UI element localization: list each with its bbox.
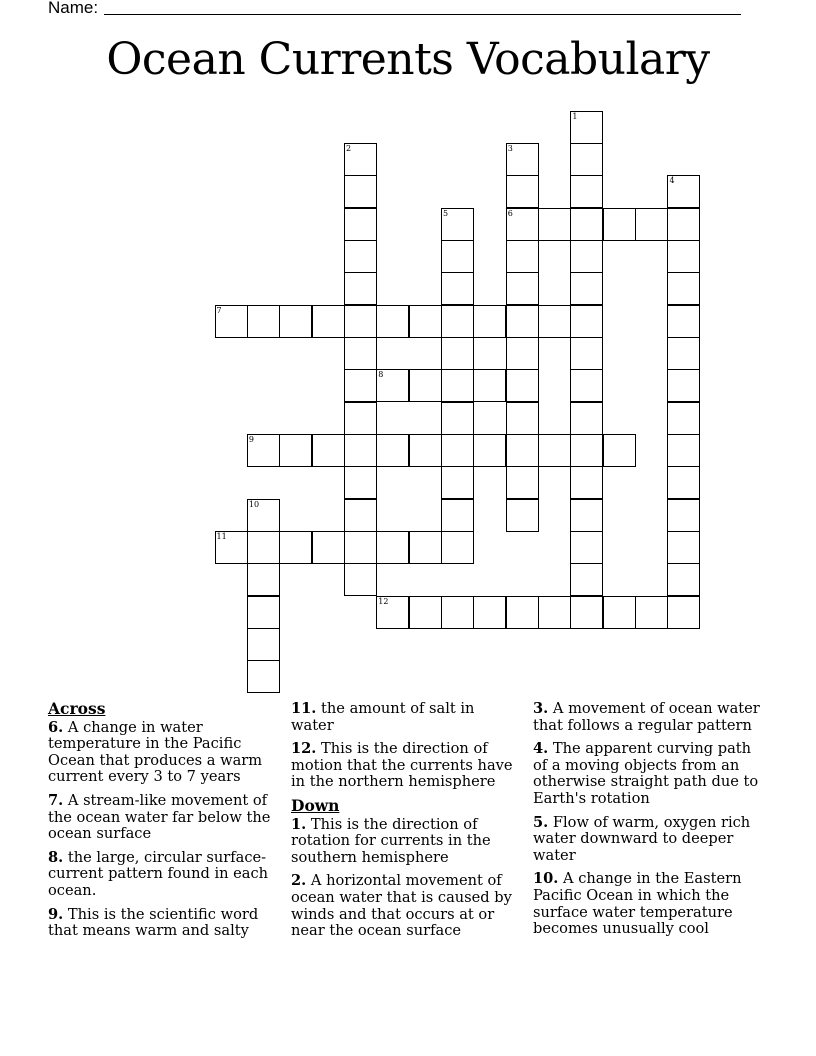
across-heading: Across [48, 699, 106, 718]
clue-column-3 [533, 701, 768, 945]
crossword-cell[interactable] [506, 272, 539, 305]
crossword-cell[interactable] [570, 240, 603, 273]
crossword-cell[interactable] [441, 240, 474, 273]
crossword-cell[interactable] [667, 175, 700, 208]
crossword-cell[interactable] [344, 369, 377, 402]
crossword-cell[interactable] [409, 434, 442, 467]
crossword-cell[interactable] [279, 531, 312, 564]
crossword-cell[interactable] [603, 208, 636, 241]
crossword-cell[interactable] [506, 208, 539, 241]
crossword-cell[interactable] [312, 305, 345, 338]
crossword-cell[interactable] [506, 402, 539, 435]
crossword-cell[interactable] [538, 596, 571, 629]
crossword-cell[interactable] [441, 499, 474, 532]
clue-column-1 [48, 701, 276, 947]
clue-down-4: 4. The apparent curving path of a moving objects from an otherwise straight path due to Earth's rotation [533, 740, 759, 807]
crossword-cell[interactable] [538, 305, 571, 338]
clue-across-7: 7. A stream-like movement of the ocean water far below the ocean surface [48, 791, 271, 843]
crossword-cell[interactable] [376, 305, 409, 338]
crossword-cell[interactable] [247, 596, 280, 629]
crossword-cell[interactable] [538, 208, 571, 241]
crossword-cell[interactable] [344, 240, 377, 273]
crossword-cell[interactable] [603, 596, 636, 629]
down-heading: Down [291, 795, 340, 815]
crossword-cell[interactable] [344, 175, 377, 208]
crossword-cell[interactable] [570, 111, 603, 144]
crossword-cell[interactable] [376, 434, 409, 467]
crossword-cell[interactable] [667, 272, 700, 305]
crossword-cell[interactable] [441, 369, 474, 402]
crossword-cell[interactable] [376, 369, 409, 402]
crossword-cell[interactable] [667, 337, 700, 370]
crossword-cell[interactable] [441, 305, 474, 338]
crossword-cell[interactable] [570, 208, 603, 241]
crossword-cell[interactable] [344, 402, 377, 435]
crossword-cell[interactable] [667, 531, 700, 564]
crossword-cell[interactable] [441, 596, 474, 629]
crossword-cell[interactable] [441, 272, 474, 305]
crossword-cell[interactable] [667, 402, 700, 435]
page-title: Ocean Currents Vocabulary [106, 34, 710, 85]
crossword-cell[interactable] [344, 499, 377, 532]
crossword-cell[interactable] [570, 563, 603, 596]
clue-column-2 [291, 701, 519, 947]
crossword-cell[interactable] [667, 434, 700, 467]
crossword-cell[interactable] [667, 499, 700, 532]
crossword-cell[interactable] [667, 240, 700, 273]
crossword-cell[interactable] [506, 499, 539, 532]
crossword-cell[interactable] [506, 240, 539, 273]
crossword-cell[interactable] [570, 143, 603, 176]
crossword-cell[interactable] [506, 305, 539, 338]
crossword-cell[interactable] [247, 628, 280, 661]
crossword-cell[interactable] [215, 531, 248, 564]
crossword-cell[interactable] [409, 369, 442, 402]
crossword-cell[interactable] [506, 466, 539, 499]
crossword-cell[interactable] [570, 337, 603, 370]
crossword-cell[interactable] [667, 563, 700, 596]
crossword-cell[interactable] [441, 466, 474, 499]
crossword-cell[interactable] [506, 369, 539, 402]
crossword-cell[interactable] [667, 369, 700, 402]
crossword-cell[interactable] [473, 596, 506, 629]
clue-number: 7 [216, 305, 222, 315]
crossword-cell[interactable] [635, 596, 668, 629]
crossword-cell[interactable] [506, 434, 539, 467]
crossword-cell[interactable] [247, 305, 280, 338]
clue-number: 4 [669, 176, 675, 186]
clue-across-8: 8. the large, circular surface-current pattern found in each ocean. [48, 848, 269, 899]
crossword-cell[interactable] [441, 337, 474, 370]
crossword-cell[interactable] [570, 305, 603, 338]
crossword-cell[interactable] [667, 208, 700, 241]
clue-across-12: 12. This is the direction of motion that the currents have in the northern hemisphere [291, 740, 513, 791]
crossword-cell[interactable] [409, 596, 442, 629]
clue-down-5: 5. Flow of warm, oxygen rich water downward to deeper water [533, 813, 751, 864]
crossword-cell[interactable] [473, 305, 506, 338]
crossword-cell[interactable] [247, 499, 280, 532]
clue-number: 11 [216, 532, 227, 542]
clue-number: 1 [572, 111, 578, 121]
crossword-cell[interactable] [344, 305, 377, 338]
crossword-cell[interactable] [344, 434, 377, 467]
crossword-cell[interactable] [570, 466, 603, 499]
crossword-cell[interactable] [312, 434, 345, 467]
crossword-cell[interactable] [570, 434, 603, 467]
crossword-cell[interactable] [506, 337, 539, 370]
crossword-cell[interactable] [603, 434, 636, 467]
crossword-cell[interactable] [441, 531, 474, 564]
crossword-cell[interactable] [473, 434, 506, 467]
crossword-cell[interactable] [667, 305, 700, 338]
crossword-cell[interactable] [344, 563, 377, 596]
clue-down-2: 2. A horizontal movement of ocean water that is caused by winds and that occurs at or near the ocean surface [291, 872, 512, 940]
clue-number: 3 [507, 143, 513, 153]
crossword-cell[interactable] [441, 402, 474, 435]
crossword-cell[interactable] [344, 143, 377, 176]
crossword-cell[interactable] [344, 272, 377, 305]
crossword-cell[interactable] [570, 369, 603, 402]
crossword-cell[interactable] [570, 175, 603, 208]
clue-number: 9 [248, 435, 254, 444]
crossword-cell[interactable] [667, 596, 700, 629]
clue-across-11: 11. the amount of salt in water [291, 700, 475, 734]
crossword-cell[interactable] [635, 208, 668, 241]
crossword-cell[interactable] [312, 531, 345, 564]
clue-number: 10 [248, 499, 260, 509]
crossword-cell[interactable] [506, 175, 539, 208]
clue-down-3: 3. A movement of ocean water that follows a regular pattern [533, 700, 760, 734]
crossword-cell[interactable] [506, 596, 539, 629]
crossword-cell[interactable] [344, 208, 377, 241]
clue-number: 6 [507, 208, 513, 218]
clue-number: 2 [345, 143, 352, 153]
crossword-cell[interactable] [376, 596, 409, 629]
crossword-cell[interactable] [473, 369, 506, 402]
crossword-cell[interactable] [215, 305, 248, 338]
clue-across-9: 9. This is the scientific word that means warm and salty [48, 905, 259, 940]
crossword-cell[interactable] [279, 434, 312, 467]
crossword-cell[interactable] [247, 563, 280, 596]
clue-across-6: 6. A change in water temperature in the Pacific Ocean that produces a warm current every 3 to 7 years [48, 718, 263, 786]
crossword-cell[interactable] [376, 531, 409, 564]
name-label: Name: [48, 0, 99, 17]
crossword-cell[interactable] [570, 402, 603, 435]
crossword-cell[interactable] [570, 499, 603, 532]
crossword-cell[interactable] [247, 531, 280, 564]
clue-number: 5 [443, 208, 449, 218]
crossword-cell[interactable] [247, 434, 280, 467]
clue-number: 8 [378, 370, 384, 380]
crossword-cell[interactable] [247, 660, 280, 693]
clue-number: 12 [378, 596, 389, 606]
crossword-cell[interactable] [344, 466, 377, 499]
crossword-cell[interactable] [409, 305, 442, 338]
crossword-cell[interactable] [441, 208, 474, 241]
crossword-cell[interactable] [570, 596, 603, 629]
crossword-cell[interactable] [344, 531, 377, 564]
crossword-cell[interactable] [279, 305, 312, 338]
clue-down-10: 10. A change in the Eastern Pacific Ocean in which the surface water temperature becomes unusually cool [533, 870, 742, 938]
crossword-cell[interactable] [570, 531, 603, 564]
crossword-cell[interactable] [667, 466, 700, 499]
crossword-cell[interactable] [409, 531, 442, 564]
clue-down-1: 1. This is the direction of rotation for currents in the southern hemisphere [291, 815, 491, 866]
crossword-cell[interactable] [538, 434, 571, 467]
crossword-cell[interactable] [570, 272, 603, 305]
crossword-cell[interactable] [344, 337, 377, 370]
crossword-cell[interactable] [506, 143, 539, 176]
crossword-cell[interactable] [441, 434, 474, 467]
